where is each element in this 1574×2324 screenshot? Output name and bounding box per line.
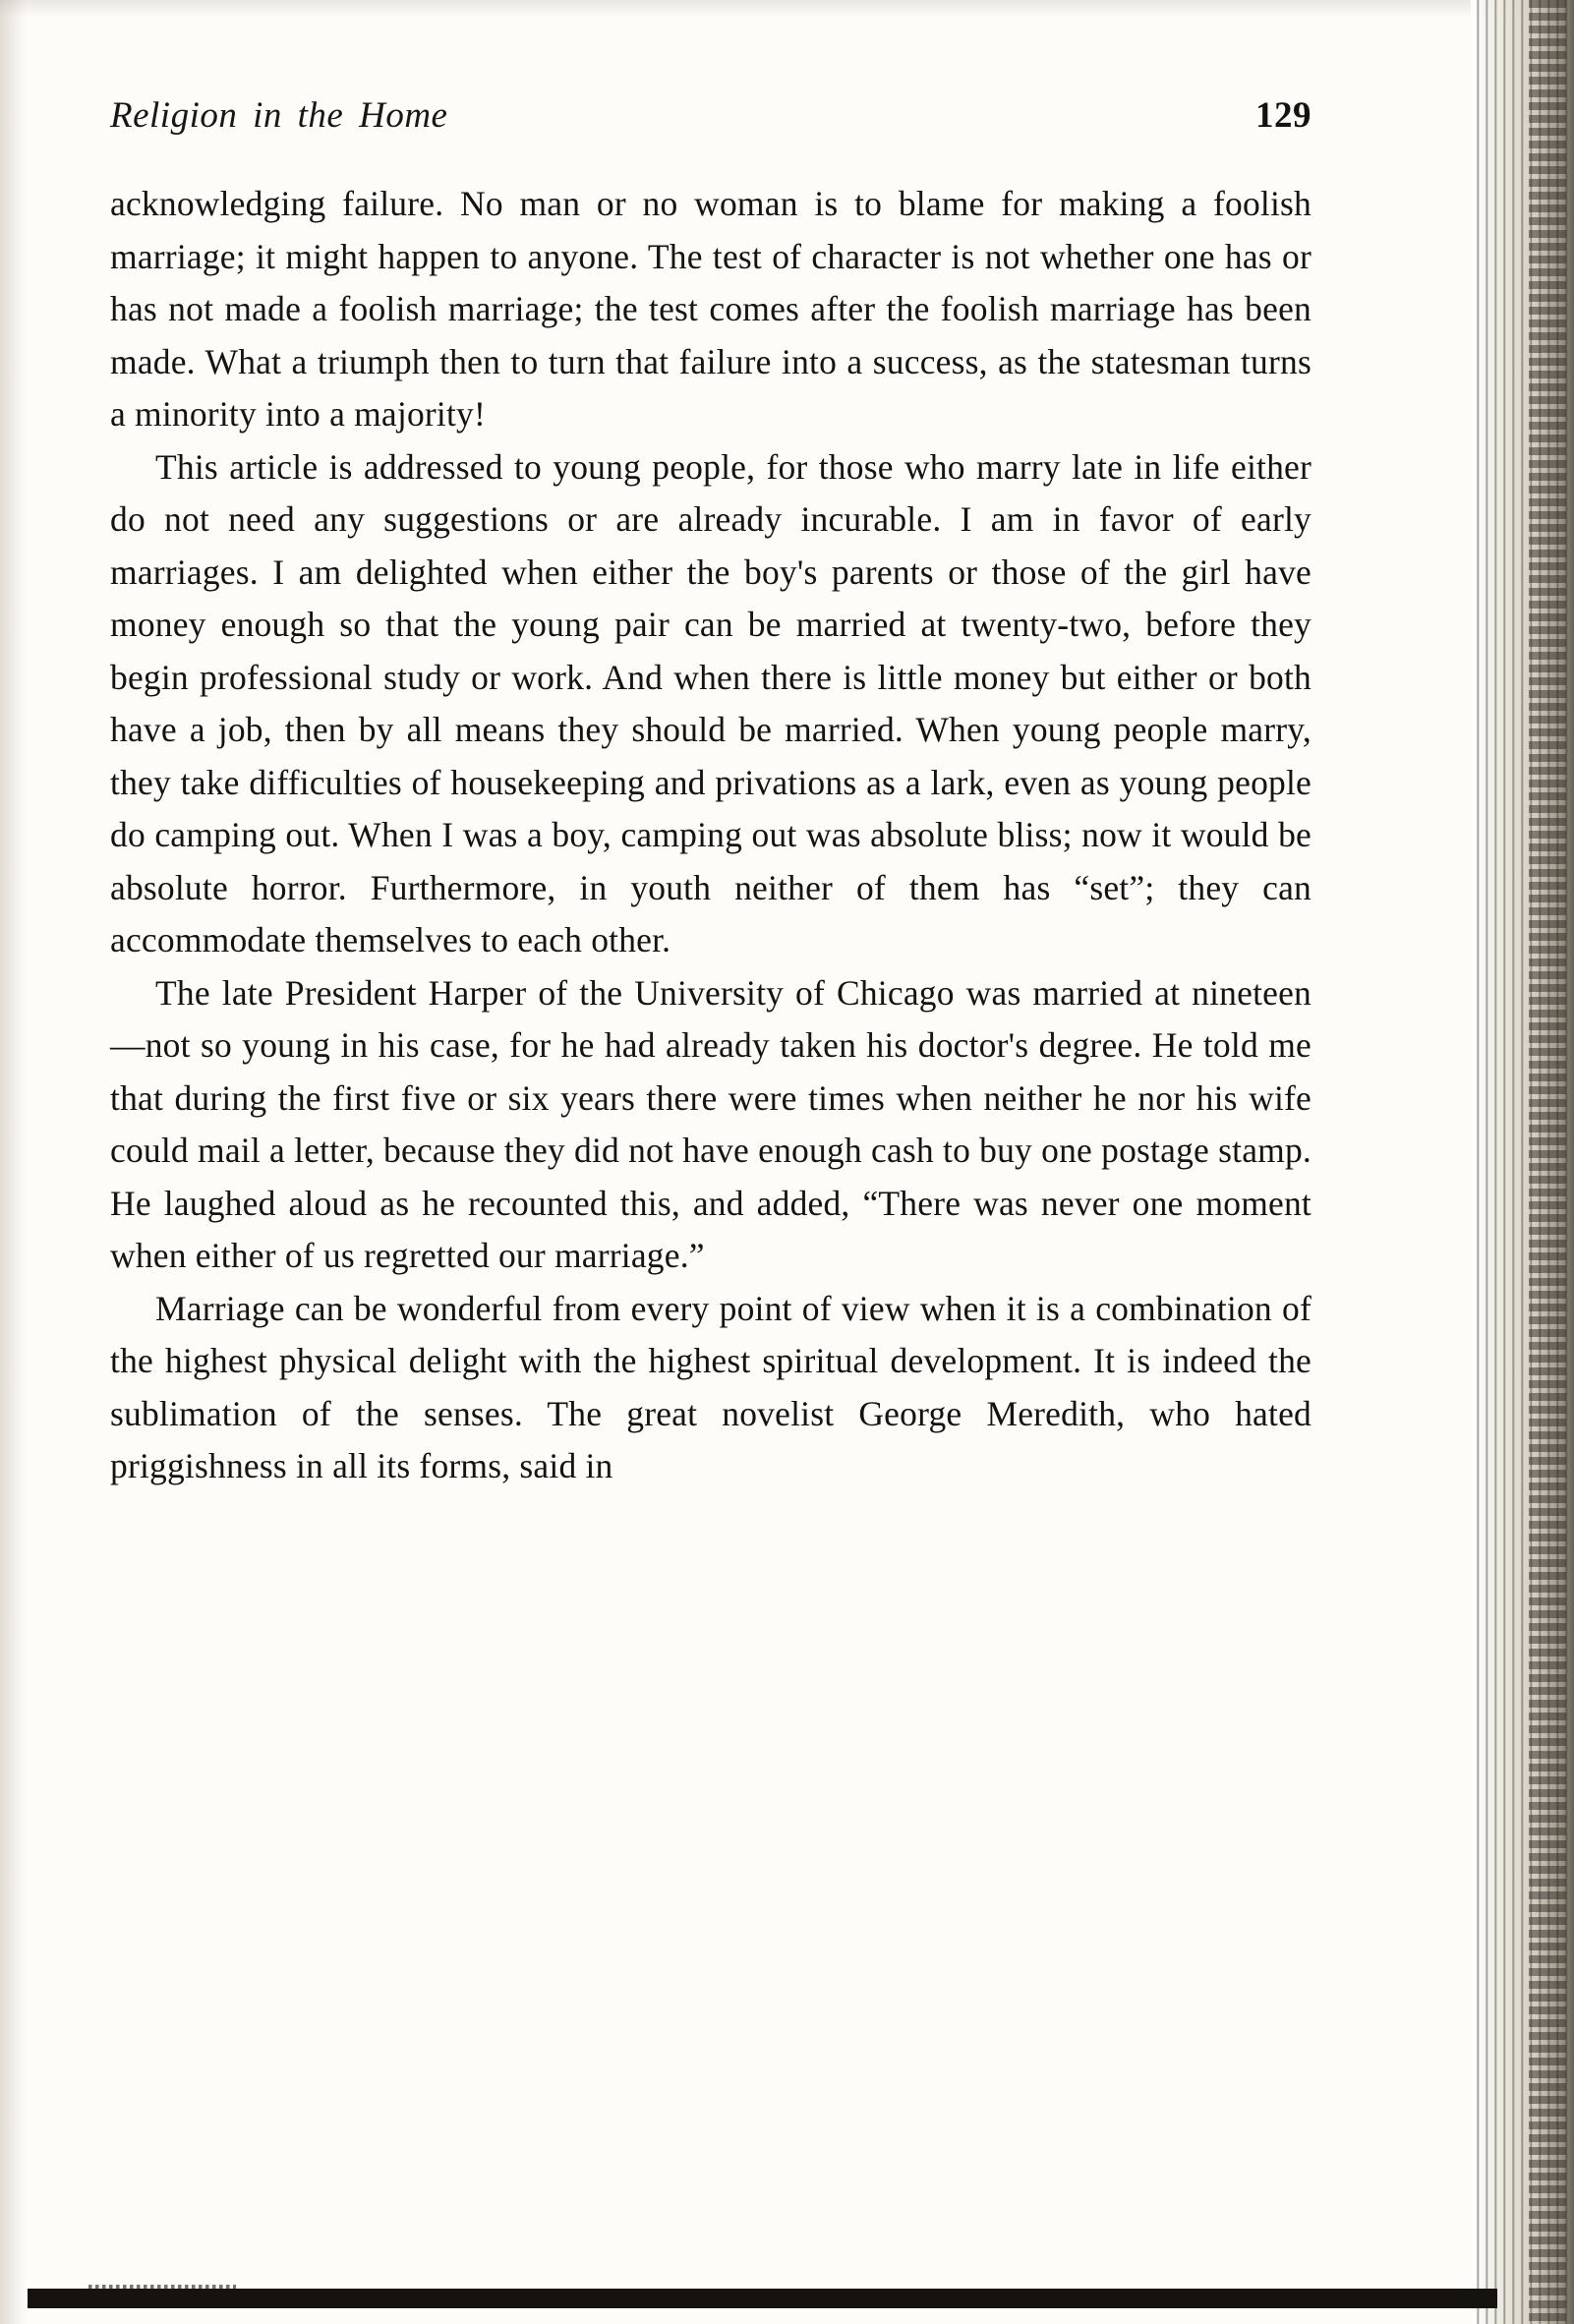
scan-edge-top <box>0 0 1574 18</box>
paragraph: acknowledging failure. No man or no woman is to blame for making a foolish marriage; it might happen to anyone. The test of character is not whether one has or has not made a foolish marriage; the test comes after the foolish marriage has been made. What a triumph then to turn that failure into a success, as the statesman turns a minority into a majority! <box>110 184 1312 434</box>
scan-bottom-bar <box>28 2289 1497 2308</box>
body-text <box>110 178 1312 1493</box>
running-head <box>110 94 1312 137</box>
page-content <box>110 94 1312 1493</box>
running-head-title: Religion in the Home <box>110 95 448 136</box>
paragraph: The late President Harper of the University of Chicago was married at nineteen—not so young in his case, for he had already taken his doctor's degree. He told me that during the first five or six years there were times when neither he nor his wife could mail a letter, because they did not have enough cash to buy one postage stamp. He laughed aloud as he recounted this, and added, “There was never one moment when either of us regretted our marriage.” <box>110 972 1312 1275</box>
paragraph: This article is addressed to young people, for those who marry late in life either do not need any suggestions or are already incurable. I am in favor of early marriages. I am delighted when either the boy's parents or those of the girl have money enough so that the young pair can be married at twenty-two, before they begin professional study or work. And when there is little money but either or both have a job, then by all means they should be married. When young people marry, they take difficulties of housekeeping and privations as a lark, even as young people do camping out. When I was a boy, camping out was absolute bliss; now it would be absolute horror. Furthermore, in youth neither of them has “set”; they can accommodate themselves to each other. <box>110 446 1312 959</box>
page-number: 129 <box>1255 95 1312 136</box>
gutter-speckle <box>1529 0 1566 2324</box>
scan-edge-left <box>0 0 26 2324</box>
paragraph: Marriage can be wonderful from every point of view when it is a combination of the highest physical delight with the highest spiritual development. It is indeed the sublimation of the senses. The great novelist George Meredith, who hated priggishness in all its forms, said in <box>110 1288 1312 1485</box>
book-gutter-shadow <box>1471 0 1574 2324</box>
